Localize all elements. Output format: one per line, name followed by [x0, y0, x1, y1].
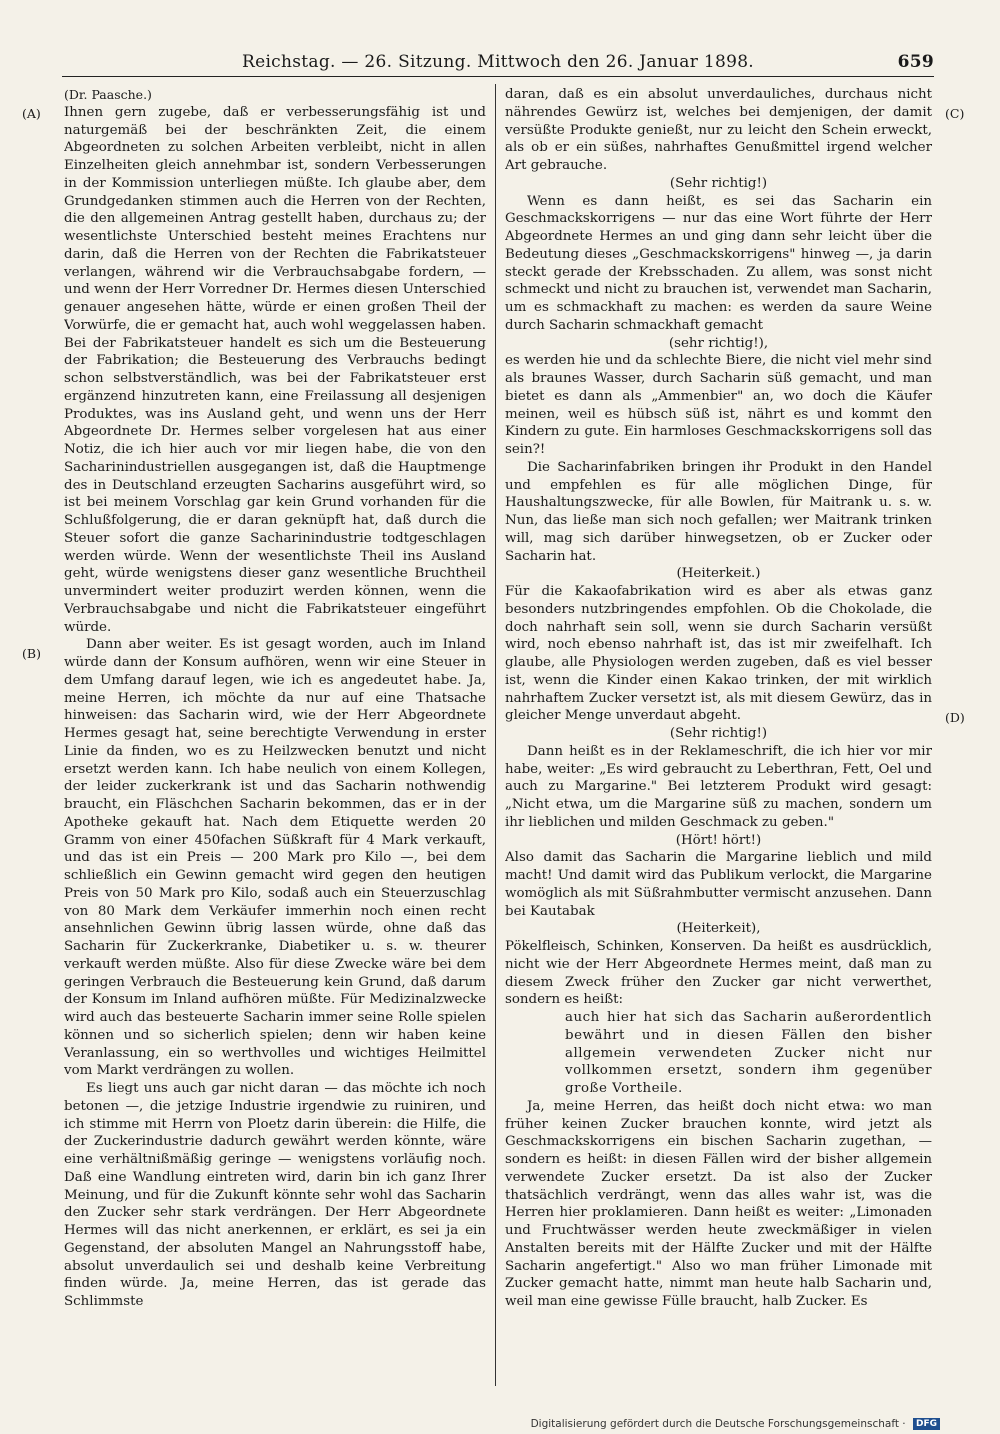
interjection: (Hört! hört!) — [675, 832, 762, 848]
paragraph: daran, daß es ein absolut unverdauliches, durchaus nicht nährendes Gewürz ist, welches bei demjenigen, der damit versüßte Produkte genießt, nur zu leicht den Schein erweckt, als ob er ein süßes, nahrhaftes Genußmittel irgend welcher Art gebrauche. — [505, 87, 932, 173]
interjection: (Sehr richtig!) — [669, 175, 768, 191]
interjection: (sehr richtig!), — [668, 335, 769, 351]
paragraph: Es liegt uns auch gar nicht daran — das möchte ich noch betonen —, die jetzige Industrie irgendwie zu ruiniren, und ich stimme mit Herrn von Ploetz darin überein: die Hilfe, die der Zuckerindustrie dadurch gewährt werden könnte, wäre eine verhältnißmäßig geringe — wenigstens vorläufig noch. Daß eine Wandlung eintreten wird, darin bin ich ganz Ihrer Meinung, und für die Zukunft könnte sehr wohl das Sacharin den Zucker sehr stark verdrängen. Der Herr Abgeordnete Hermes will das nicht anerkennen, er erklärt, es sei ja ein Gegenstand, der absoluten Mangel an Nahrungsstoff habe, absolut unverdaulich sei und deshalb keine Verbreitung finden würde. Ja, meine Herren, das ist gerade das Schlimmste — [64, 1081, 486, 1309]
left-column — [64, 86, 486, 1386]
page-number: 659 — [897, 52, 934, 72]
right-column — [505, 86, 932, 1386]
paragraph: Die Sacharinfabriken bringen ihr Produkt in den Handel und empfehlen es für alle möglichen Dinge, für Haushaltungszwecke, für alle Bowlen, für Maitrank u. s. w. Nun, das ließe man sich noch gefallen; wer Maitrank trinken will, mag sich darüber hinwegsetzen, ob er Zucker oder Sacharin hat. — [505, 459, 932, 564]
margin-marker-a: (A) — [22, 106, 41, 121]
block-quote: auch hier hat sich das Sacharin außerordentlich bewährt und in diesen Fällen den bisher allgemein verwendeten Zucker nicht nur vollkommen ersetzt, sondern ihm gegenüber große Vortheile. — [565, 1010, 932, 1096]
paragraph: Dann aber weiter. Es ist gesagt worden, auch im Inland würde dann der Konsum aufhören, wenn wir eine Steuer in dem Umfang darauf legen, wie ich es angedeutet habe. Ja, meine Herren, ich möchte da nur auf eine Thatsache hinweisen: das Sacharin wird, wie der Herr Abgeordnete Hermes gesagt hat, seine berechtigte Verwendung in erster Linie da finden, wo es zu Heilzwecken benutzt und nicht ersetzt werden kann. Ich habe neulich von einem Kollegen, der leider zuckerkrank ist und das Sacharin nothwendig braucht, ein Fläschchen Sacharin bekommen, das er in der Apotheke gekauft hat. Nach dem Etiquette werden 20 Gramm von einer 450fachen Süßkraft für 4 Mark verkauft, und das ist ein Preis — 200 Mark pro Kilo —, bei dem schließlich ein Gewinn gemacht wird gegen den heutigen Preis von 50 Mark pro Kilo, sodaß auch ein Steuerzuschlag von 80 Mark dem Verkäufer immerhin noch einen recht ansehnlichen Gewinn übrig lassen würde, ohne daß das Sacharin für Zuckerkranke, Diabetiker u. s. w. theurer verkauft werden müßte. Also für diese Zwecke wäre bei dem geringen Verbrauch die Besteuerung kein Grund, daß darum der Konsum im Inland aufhören müßte. Für Medizinalzwecke wird auch das besteuerte Sacharin immer seine Rolle spielen können und so sicherlich spielen; denn wir haben keine Veranlassung, ein so werthvolles und wichtiges Heilmittel vom Markt verdrängen zu wollen. — [64, 637, 486, 1079]
paragraph: es werden hie und da schlechte Biere, die nicht viel mehr sind als braunes Wasser, durch Sacharin süß gemacht, und man bietet es dann als „Ammenbier" an, wo doch die Käufer meinen, weil es hübsch süß ist, nährt es und kommt den Kindern zu gute. Ein harmloses Geschmackskorrigens soll das sein?! — [505, 353, 932, 457]
paragraph: Wenn es dann heißt, es sei das Sacharin ein Geschmackskorrigens — nur das eine Wort führte der Herr Abgeordnete Hermes an und ging dann sehr leicht über die Bedeutung dieses „Geschmackskorrigens" hinweg —, ja darin steckt gerade der Krebsschaden. Zu allem, was sonst nicht schmeckt und nicht zu brauchen ist, verwendet man Sacharin, um es schmackhaft zu machen: es werden da saure Weine durch Sacharin schmackhaft gemacht — [505, 193, 932, 333]
running-title: Reichstag. — 26. Sitzung. Mittwoch den 26. Januar 1898. — [241, 52, 755, 72]
paragraph: Ihnen gern zugebe, daß er verbesserungsfähig ist und naturgemäß bei der beschränkten Zeit, die einem Abgeordneten zu solchen Arbeiten verbleibt, nicht in allen Einzelheiten gleich annehmbar ist, sondern Verbesserungen in der Kommission unterliegen müßte. Ich glaube aber, dem Grundgedanken stimmen auch die Herren von der Rechten, die den allgemeinen Antrag gestellt haben, durchaus zu; der wesentlichste Unterschied besteht meines Erachtens nur darin, daß die Herren von der Rechten die Fabrikatsteuer verlangen, während wir die Verbrauchsabgabe fordern, — und wenn der Herr Vorredner Dr. Hermes diesen Unterschied genauer angesehen hätte, würde er einen großen Theil der Vorwürfe, die er gemacht hat, auch wohl weggelassen haben. Bei der Fabrikatsteuer handelt es sich um die Besteuerung der Fabrikation; die Besteuerung des Verbrauchs bedingt schon selbstverständlich, was bei der Fabrikatsteuer erst ergänzend hinzutreten kann, eine Freilassung all desjenigen Produktes, was ins Ausland geht, und wenn uns der Herr Abgeordnete Dr. Hermes selber vorgelesen hat aus einer Notiz, die ich hier auch vor mir liegen habe, die von den Sacharinindustriellen ausgegangen ist, daß die Hauptmenge des in Deutschland erzeugten Sacharins ausgeführt wird, so ist bei meinem Vorschlag gar kein Grund vorhanden für die Schlußfolgerung, die er daran geknüpft hat, daß durch die Steuer sofort die ganze Sacharinindustrie todtgeschlagen werden würde. Wenn der wesentlichste Theil ins Ausland geht, würde wenigstens dieser ganz wesentliche Bruchtheil unvermindert weiter produzirt werden können, wenn die Verbrauchsabgabe und nicht die Fabrikatsteuer eingeführt würde. — [64, 104, 486, 635]
margin-marker-d: (D) — [945, 710, 965, 725]
paragraph: Für die Kakaofabrikation wird es aber als etwas ganz besonders nutzbringendes empfohlen. Ob die Chokolade, die doch nahrhaft sein soll, wenn sie durch Sacharin versüßt wird, noch ebenso nahrhaft ist, das ist mir zweifelhaft. Ich glaube, alle Physiologen werden zugeben, daß es viel besser ist, wenn die Kinder einen Kakao trinken, der mit wirklich nahrhaftem Zucker versetzt ist, als mit diesem Gewürz, das in gleicher Menge unverdaut abgeht. — [505, 584, 932, 724]
column-divider — [495, 84, 496, 1386]
footer-text: Digitalisierung gefördert durch die Deutsche Forschungsgemeinschaft · — [530, 1418, 906, 1430]
margin-marker-c: (C) — [945, 106, 965, 121]
paragraph: Pökelfleisch, Schinken, Konserven. Da heißt es ausdrücklich, nicht wie der Herr Abgeordnete Hermes meint, daß man zu diesem Zweck früher den Zucker gar nicht verwerthet, sondern es heißt: — [505, 939, 932, 1008]
interjection: (Heiterkeit.) — [676, 566, 761, 582]
paragraph: Ja, meine Herren, das heißt doch nicht etwa: wo man früher keinen Zucker brauchen konnte, wird jetzt als Geschmackskorrigens ein bischen Sacharin zugethan, — sondern es heißt: in diesen Fällen wird der bisher allgemein verwendete Zucker ersetzt. Da ist also der Zucker thatsächlich verdrängt, wenn das alles wahr ist, was die Herren hier proklamieren. Dann heißt es weiter: „Limonaden und Fruchtwässer werden heute zweckmäßiger in vielen Anstalten bereits mit der Hälfte Zucker und mit der Hälfte Sacharin angefertigt." Also wo man früher Limonade mit Zucker gemacht hatte, nimmt man heute halb Sacharin und, weil man eine gewisse Fülle braucht, halb Zucker. Es — [505, 1098, 932, 1309]
dfg-logo-icon: DFG — [913, 1418, 940, 1430]
digitization-footer — [531, 1418, 940, 1430]
interjection: (Heiterkeit), — [676, 921, 761, 937]
paragraph: Dann heißt es in der Reklameschrift, die ich hier vor mir habe, weiter: „Es wird gebraucht zu Leberthran, Fett, Oel und auch zu Margarine." Bei letzterem Produkt wird gesagt: „Nicht etwa, um die Margarine süß zu machen, sondern um ihr lieblichen und milden Geschmack zu geben." — [505, 743, 932, 830]
interjection: (Sehr richtig!) — [669, 726, 768, 741]
speaker-label: (Dr. Paasche.) — [64, 87, 152, 102]
page-header — [62, 50, 934, 77]
margin-marker-b: (B) — [22, 646, 41, 661]
paragraph: Also damit das Sacharin die Margarine lieblich und mild macht! Und damit wird das Publikum verlockt, die Margarine womöglich als mit Süßrahmbutter vermischt anzusehen. Dann bei Kautabak — [505, 850, 932, 919]
